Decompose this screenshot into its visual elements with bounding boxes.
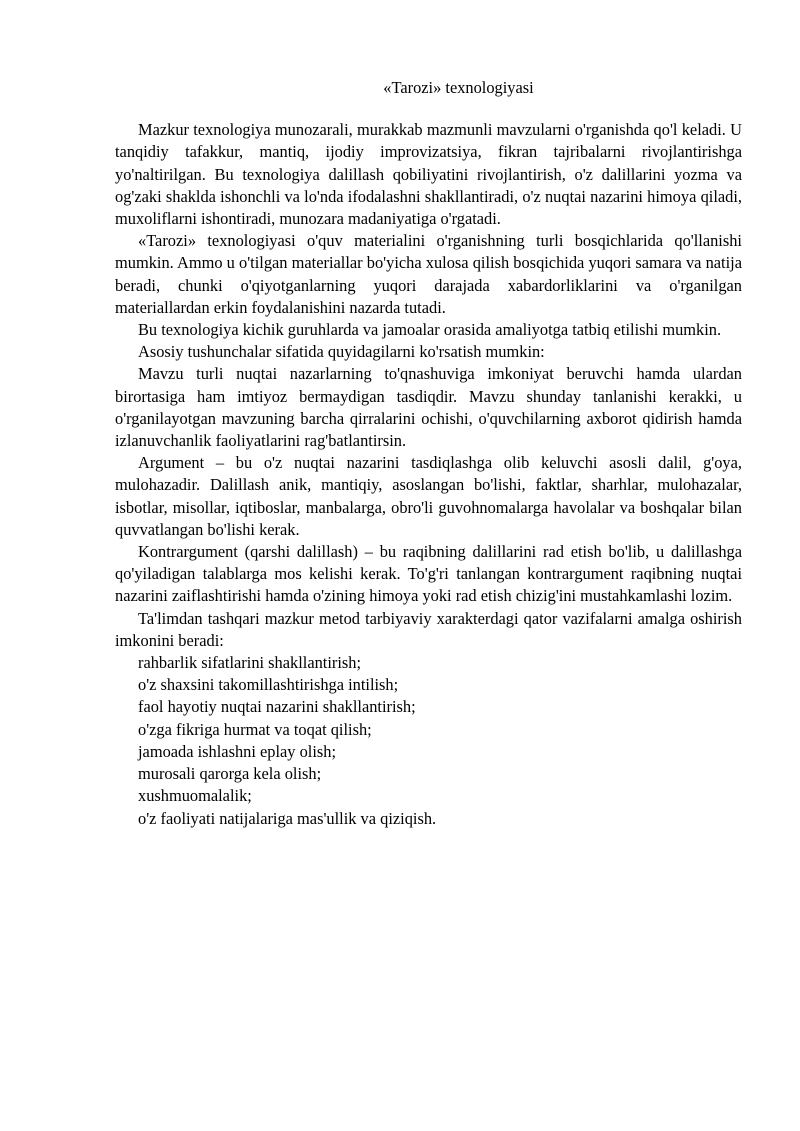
list-item: murosali qarorga kela olish; <box>138 764 322 784</box>
document-page <box>115 77 742 830</box>
list-item: rahbarlik sifatlarini shakllantirish; <box>138 653 362 673</box>
list-item: faol hayotiy nuqtai nazarini shakllantirish; <box>138 697 416 717</box>
task-list <box>115 652 742 830</box>
paragraph-groups: Bu texnologiya kichik guruhlarda va jamoalar orasida amaliyotga tatbiq etilishi mumkin. <box>138 320 722 340</box>
paragraph-concepts-intro: Asosiy tushunchalar sifatida quyidagilarni ko'rsatish mumkin: <box>138 342 545 362</box>
list-item: jamoada ishlashni eplay olish; <box>138 741 337 761</box>
list-item: o'z shaxsini takomillashtirishga intilish; <box>138 675 399 695</box>
paragraph-argument: Argument – bu o'z nuqtai nazarini tasdiqlashga olib keluvchi asosli dalil, g'oya, mulohazadir. Dalillash anik, mantiqiy, asoslangan bo'lishi, faktlar, sharhlar, mulohazalar, isbotlar, misollar, iqtiboslar, manbalarga, obro'li guvohnomalarga havolalar va boshqalar bilan quvvatlangan bo'lishi kerak. <box>115 453 742 539</box>
paragraph-educational-tasks: Ta'limdan tashqari mazkur metod tarbiyaviy xarakterdagi qator vazifalarni amalga oshirish imkonini beradi: <box>115 608 742 650</box>
paragraph-counterargument: Kontrargument (qarshi dalillash) – bu raqibning dalillarini rad etish bo'lib, u dalillashga qo'yiladigan talablarga mos kelishi kerak. To'g'ri tanlangan kontrargument raqibning nuqtai nazarini zaiflashtirishi hamda o'zining himoya yoki rad etish chizig'ini mustahkamlashi lozim. <box>115 542 742 606</box>
paragraph-usage: «Tarozi» texnologiyasi o'quv materialini o'rganishning turli bosqichlarida qo'llanishi mumkin. Ammo u o'tilgan materiallar bo'yicha xulosa qilish bosqichida yuqori samara va natija beradi, chunki o'qiyotganlarning yuqori darajada xabardorliklarini va o'rganilgan materiallardan erkin foydalanishini nazarda tutadi. <box>115 231 742 317</box>
list-item: xushmuomalalik; <box>138 786 252 806</box>
list-item: o'z faoliyati natijalariga mas'ullik va qiziqish. <box>138 808 437 828</box>
paragraph-topic: Mavzu turli nuqtai nazarlarning to'qnashuviga imkoniyat beruvchi hamda ulardan birortasiga ham imtiyoz bermaydigan tasdiqdir. Mavzu shunday tanlanishi kerakki, u o'rganilayotgan mavzuning barcha qirralarini ochishi, o'quvchilarning axborot qidirish hamda izlanuvchanlik faoliyatlarini rag'batlantirsin. <box>115 364 742 451</box>
paragraph-intro: Mazkur texnologiya munozarali, murakkab mazmunli mavzularni o'rganishda qo'l keladi. U tanqidiy tafakkur, mantiq, ijodiy improvizatsiya, fikran tajribalarni rivojlantirishga yo'naltirilgan. Bu texnologiya dalillash qobiliyatini rivojlantirish, o'z dalillarini yozma va og'zaki shaklda ishonchli va lo'nda ifodalashni shakllantiradi, o'z nuqtai nazarini himoya qiladi, muxoliflarni ishontiradi, munozara madaniyatiga o'rgatadi. <box>115 120 742 229</box>
list-item: o'zga fikriga hurmat va toqat qilish; <box>138 719 372 739</box>
document-title: «Tarozi» texnologiyasi <box>383 78 534 97</box>
